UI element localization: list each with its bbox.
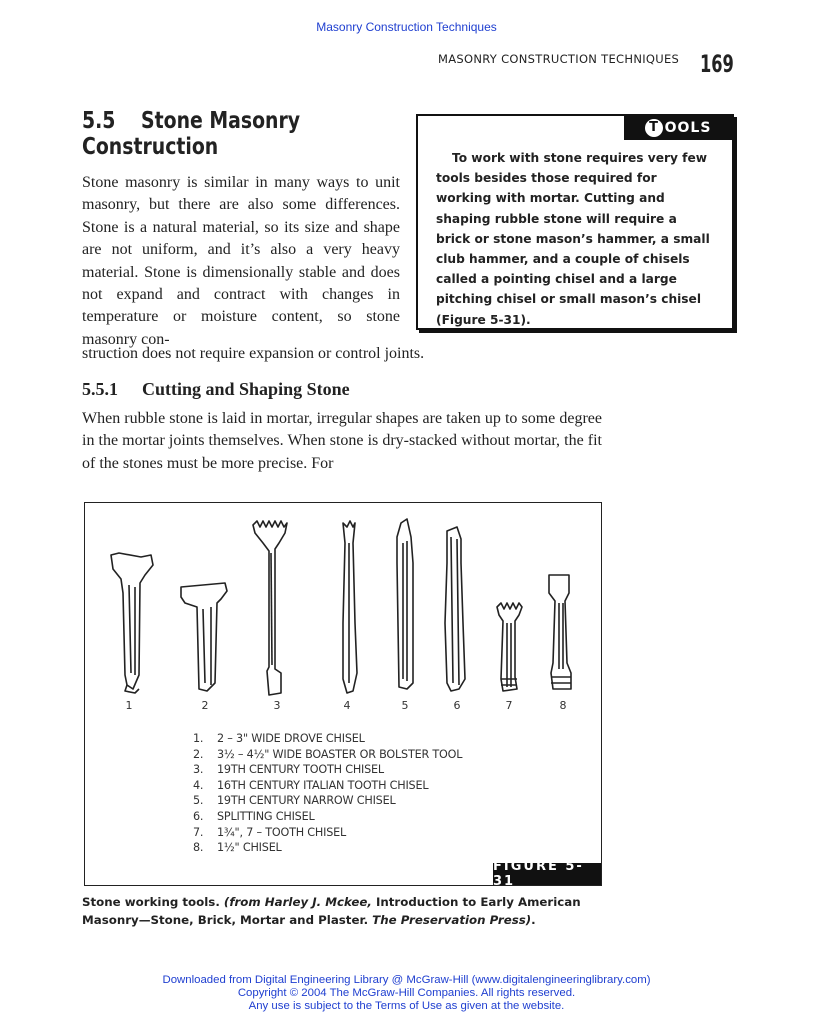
figure-caption bbox=[82, 893, 612, 929]
page-number: 169 bbox=[700, 50, 734, 78]
tool-number: 5 bbox=[401, 699, 409, 712]
tools-text bbox=[436, 148, 714, 330]
section-title-line1: Stone Masonry bbox=[141, 108, 301, 134]
legend-item: 1. 2 – 3" WIDE DROVE CHISEL bbox=[193, 732, 365, 745]
footer-copyright: Copyright © 2004 The McGraw-Hill Companies. All rights reserved. bbox=[237, 987, 576, 999]
tools-sidebar bbox=[416, 114, 734, 330]
section-number: 5.5 bbox=[82, 108, 116, 134]
caption-book-title: Introduction to Early American Masonry—Stone, Brick, Mortar and Plaster. bbox=[82, 895, 581, 927]
subsection-number: 5.5.1 bbox=[82, 379, 118, 399]
caption-source: (from Harley J. Mckee, bbox=[223, 895, 376, 909]
subsection-paragraph: When rubble stone is laid in mortar, irregular shapes are taken up to some degree in the mortar joints themselves. When stone is dry-stacked without mortar, the fit of the stones must be more precise. For bbox=[82, 410, 602, 472]
narrow-chisel-drawing bbox=[397, 519, 413, 689]
legend-item: 6. SPLITTING CHISEL bbox=[193, 809, 315, 823]
tool-number: 8 bbox=[559, 699, 567, 712]
drove-chisel-drawing bbox=[111, 553, 153, 693]
top-link[interactable]: Masonry Construction Techniques bbox=[316, 20, 497, 34]
figure-legend bbox=[193, 731, 462, 856]
tool-number: 2 bbox=[201, 699, 209, 712]
footer-terms-link[interactable]: Any use is subject to the Terms of Use as given at the website. bbox=[248, 1000, 565, 1012]
chisel-8-drawing bbox=[549, 575, 571, 689]
legend-item: 3. 19TH CENTURY TOOTH CHISEL bbox=[193, 763, 384, 777]
tools-illustration bbox=[85, 503, 601, 703]
tool-number: 4 bbox=[343, 699, 351, 712]
subsection-title-text: Cutting and Shaping Stone bbox=[142, 379, 350, 399]
splitting-chisel-drawing bbox=[445, 527, 465, 691]
section-title-line2: Construction bbox=[82, 134, 219, 160]
bolster-drawing bbox=[181, 583, 227, 691]
section-title bbox=[82, 108, 410, 160]
tool-number: 6 bbox=[453, 699, 461, 712]
footer bbox=[0, 974, 813, 1013]
tool-number: 7 bbox=[505, 699, 513, 712]
tool-number: 3 bbox=[273, 699, 281, 712]
caption-lead: Stone working tools. bbox=[82, 895, 224, 909]
legend-item: 2. 3½ – 4½" WIDE BOASTER OR BOLSTER TOOL bbox=[193, 747, 463, 761]
legend-item: 8. 1½" CHISEL bbox=[193, 841, 282, 855]
section-paragraph: Stone masonry is similar in many ways to unit masonry, but there are also some differences. Stone is a natural material, so its size and shape are not uniform, and it’s also a very heavy material. Stone is dimensionally stable and does not expand and contract with changes in temperature or moisture content, so stone masonry con- bbox=[82, 174, 400, 348]
running-head: MASONRY CONSTRUCTION TECHNIQUES bbox=[438, 52, 680, 66]
footer-download-link[interactable]: Downloaded from Digital Engineering Library @ McGraw-Hill (www.digitalengineeringlibrary.com) bbox=[162, 974, 651, 986]
legend-item: 4. 16TH CENTURY ITALIAN TOOTH CHISEL bbox=[193, 778, 429, 792]
caption-publisher: The Preservation Press) bbox=[372, 913, 532, 927]
section-paragraph-tail: struction does not require expansion or control joints. bbox=[82, 345, 425, 362]
tools-letter-icon: T bbox=[645, 119, 663, 137]
tools-text-body: To work with stone requires very few tools besides those required for working with mortar. Cutting and shaping rubble stone will require a brick or stone mason’s hammer, a small club hammer, and a couple of chisels called a pointing chisel and a large pitching chisel or small mason’s chisel (Figure 5-31). bbox=[436, 151, 710, 327]
tools-badge bbox=[624, 116, 732, 140]
caption-end: . bbox=[531, 913, 536, 927]
tools-badge-word: OOLS bbox=[664, 120, 712, 136]
legend-item: 7. 1¾", 7 – TOOTH CHISEL bbox=[193, 825, 347, 839]
figure-5-31 bbox=[84, 502, 602, 889]
seven-tooth-chisel-drawing bbox=[497, 603, 522, 691]
tool-number: 1 bbox=[125, 699, 133, 712]
legend-item: 5. 19TH CENTURY NARROW CHISEL bbox=[193, 794, 396, 808]
italian-tooth-chisel-drawing bbox=[343, 521, 357, 693]
subsection-title bbox=[82, 379, 350, 400]
figure-label: FIGURE 5-31 bbox=[493, 863, 601, 885]
tooth-chisel-drawing bbox=[253, 521, 287, 695]
